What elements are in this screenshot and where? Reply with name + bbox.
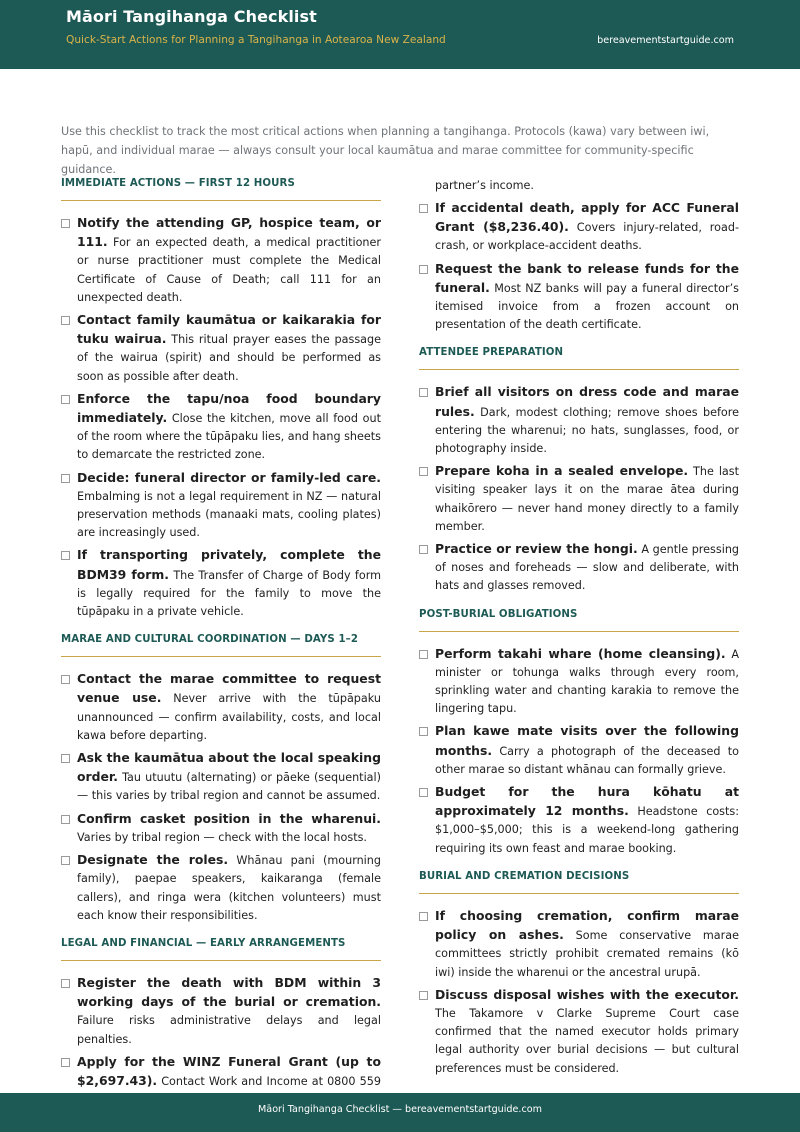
item-description: Tau utuutu (alternating) or pāeke (sequential) — this varies by tribal region and cannot be assumed. xyxy=(77,771,382,803)
section-burial-cremation xyxy=(419,871,739,1078)
section-immediate-actions xyxy=(61,178,381,621)
left-column xyxy=(61,178,381,1122)
checklist-item xyxy=(419,645,739,719)
checkbox[interactable] xyxy=(419,545,428,554)
checkbox[interactable] xyxy=(61,1058,70,1067)
section-title: ATTENDEE PREPARATION xyxy=(419,347,739,370)
item-title: Prepare koha in a sealed envelope. xyxy=(435,463,689,479)
checkbox[interactable] xyxy=(61,979,70,988)
section-attendee-preparation xyxy=(419,347,739,595)
checkbox[interactable] xyxy=(61,754,70,763)
checkbox[interactable] xyxy=(61,551,70,560)
checklist-item xyxy=(419,907,739,982)
continued-text: partner’s income. xyxy=(435,179,534,192)
document-title: Māori Tangihanga Checklist xyxy=(66,7,317,26)
item-description: Covers injury-related, road-crash, or workplace-accident deaths. xyxy=(435,221,740,253)
checkbox[interactable] xyxy=(419,388,428,397)
item-title: Contact family kaumātua or kaikarakia for tuku wairua. xyxy=(77,312,381,347)
item-description: The Takamore v Clarke Supreme Court case confirmed that the named executor holds primary legal authority over burial decisions — but cultural preferences must be considered. xyxy=(435,1006,739,1075)
item-description: A minister or tohunga walks through every room, sprinkling water and chanting karakia to remove the lingering tapu. xyxy=(435,647,739,716)
item-title: Notify the attending GP, hospice team, or 111. xyxy=(77,215,381,250)
page-header xyxy=(0,0,800,69)
item-title: If accidental death, apply for ACC Funeral Grant ($8,236.40). xyxy=(435,200,739,235)
checkbox[interactable] xyxy=(61,316,70,325)
item-title: Designate the roles. xyxy=(77,852,229,868)
checklist-item xyxy=(419,462,739,536)
intro-paragraph: Use this checklist to track the most critical actions when planning a tangihanga. Protocols (kawa) vary between iwi, hapū, and individual marae — always consult your local kaumātua and marae committee for community-specific guidance. xyxy=(61,125,710,176)
checkbox[interactable] xyxy=(61,815,70,824)
item-title: Practice or review the hongi. xyxy=(435,541,638,557)
item-description: Carry a photograph of the deceased to other marae so distant whānau can formally grieve. xyxy=(435,744,740,776)
checklist-item xyxy=(61,546,381,621)
item-title: Contact the marae committee to request venue use. xyxy=(77,671,381,706)
item-description: Failure risks administrative delays and legal penalties. xyxy=(77,1014,381,1046)
item-description: A gentle pressing of noses and foreheads — slow and deliberate, with hats and glasses removed. xyxy=(435,543,740,593)
checklist-item xyxy=(61,974,381,1049)
item-title: Brief all visitors on dress code and marae rules. xyxy=(435,384,739,419)
checkbox[interactable] xyxy=(61,219,70,228)
checkbox[interactable] xyxy=(419,265,428,274)
item-description: Headstone costs: $1,000–$5,000; this is a weekend-long gathering requiring its own feast and marae booking. xyxy=(435,805,739,855)
item-title: Apply for the WINZ Funeral Grant (up to $2,697.43). xyxy=(77,1053,381,1088)
item-description: Never arrive with the tūpāpaku unannounced — confirm availability, costs, and local kawa before departing. xyxy=(77,692,381,742)
item-title: If transporting privately, complete the BDM39 form. xyxy=(77,547,381,582)
checklist-item xyxy=(419,783,739,858)
checkbox[interactable] xyxy=(61,856,70,865)
section-post-burial xyxy=(419,609,739,858)
item-title: Perform takahi whare (home cleansing). xyxy=(435,645,726,661)
item-description: Varies by tribal region — check with the local hosts. xyxy=(77,830,367,844)
checklist-item xyxy=(61,810,381,847)
checklist-item xyxy=(419,540,739,596)
item-description: The Transfer of Charge of Body form is legally required for the family to move the tūpāpaku in a private vehicle. xyxy=(77,568,381,619)
checklist-item xyxy=(61,214,381,307)
checkbox[interactable] xyxy=(419,991,428,1000)
item-title: Decide: funeral director or family-led care. xyxy=(77,469,381,485)
checklist-item xyxy=(419,260,739,335)
item-title: Register the death with BDM within 3 working days of the burial or cremation. xyxy=(77,974,381,1010)
checkbox[interactable] xyxy=(61,395,70,404)
item-title: Ask the kaumātua about the local speaking order. xyxy=(77,750,381,785)
item-description: Dark, modest clothing; remove shoes before entering the wharenui; no hats, sunglasses, food, or photography inside. xyxy=(435,405,739,456)
section-marae-coordination xyxy=(61,634,381,925)
checklist-item xyxy=(419,199,739,256)
checklist-item xyxy=(61,311,381,386)
section-title: BURIAL AND CREMATION DECISIONS xyxy=(419,871,739,894)
section-legal-financial xyxy=(61,938,381,1109)
checklist-item xyxy=(419,722,739,779)
checklist-item xyxy=(61,390,381,465)
item-title: If choosing cremation, confirm marae policy on ashes. xyxy=(435,907,739,943)
item-description: Most NZ banks will pay a funeral director’s itemised invoice from a frozen account on presentation of the death certificate. xyxy=(435,281,739,332)
checkbox[interactable] xyxy=(419,912,428,921)
checklist-item xyxy=(61,851,381,925)
site-link[interactable]: bereavementstartguide.com xyxy=(597,35,734,46)
checklist-item xyxy=(419,383,739,458)
section-title: POST-BURIAL OBLIGATIONS xyxy=(419,609,739,632)
item-description: Some conservative marae committees strictly prohibit cremated remains (kō iwi) inside the wharenui or the ancestral urupā. xyxy=(435,929,739,979)
section-title: IMMEDIATE ACTIONS — FIRST 12 HOURS xyxy=(61,178,381,201)
item-title: Budget for the hura kōhatu at approximately 12 months. xyxy=(435,784,739,819)
item-title: Discuss disposal wishes with the executor. xyxy=(435,986,739,1002)
checklist-item xyxy=(61,469,381,543)
checklist-item xyxy=(61,670,381,745)
checkbox[interactable] xyxy=(61,675,70,684)
item-title: Plan kawe mate visits over the following months. xyxy=(435,723,739,758)
item-title: Request the bank to release funds for the funeral. xyxy=(435,260,739,295)
checkbox[interactable] xyxy=(61,474,70,483)
item-description: Close the kitchen, move all food out of the room where the tūpāpaku lies, and hang sheets to demarcate the restricted zone. xyxy=(77,412,381,462)
checkbox[interactable] xyxy=(419,727,428,736)
page-footer: Māori Tangihanga Checklist — bereavementstartguide.com xyxy=(0,1093,800,1132)
checkbox[interactable] xyxy=(419,650,428,659)
document-subtitle: Quick-Start Actions for Planning a Tangihanga in Aotearoa New Zealand xyxy=(66,34,446,46)
item-description: For an expected death, a medical practitioner or nurse practitioner must complete the Medical Certificate of Cause of Death; call 111 for an unexpected death. xyxy=(77,236,381,304)
checkbox[interactable] xyxy=(419,467,428,476)
checklist-item xyxy=(61,749,381,806)
section-title: MARAE AND CULTURAL COORDINATION — DAYS 1–2 xyxy=(61,634,381,657)
item-description: The last visiting speaker lays it on the marae ātea during whaikōrero — never hand money directly to a family member. xyxy=(435,465,739,533)
item-title: Enforce the tapu/noa food boundary immediately. xyxy=(77,390,381,426)
item-title: Confirm casket position in the wharenui. xyxy=(77,810,381,826)
checkbox[interactable] xyxy=(419,788,428,797)
checklist-item xyxy=(419,986,739,1078)
item-description: Whānau pani (mourning family), paepae speakers, kaikaranga (female callers), and ringa wera (kitchen volunteers) must each know their responsibilities. xyxy=(77,854,381,922)
item-description: Embalming is not a legal requirement in NZ — natural preservation methods (manaaki mats, cooling plates) are increasingly used. xyxy=(77,489,381,540)
item-description: This ritual prayer eases the passage of the wairua (spirit) and should be performed as soon as possible after death. xyxy=(77,333,381,383)
item-description: Contact Work and Income at 0800 559 xyxy=(161,1074,381,1088)
section-title: LEGAL AND FINANCIAL — EARLY ARRANGEMENTS xyxy=(61,938,381,961)
right-column xyxy=(419,177,739,1091)
checkbox[interactable] xyxy=(419,204,428,213)
